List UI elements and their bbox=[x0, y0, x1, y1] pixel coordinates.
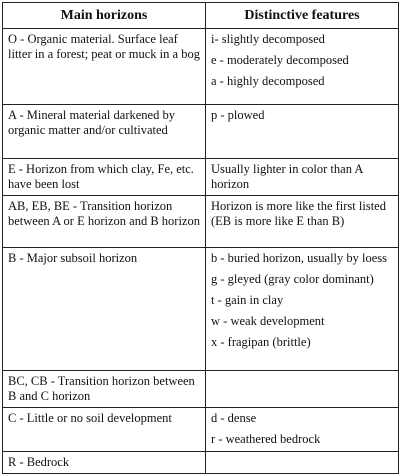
table-row bbox=[3, 159, 399, 196]
features-cell bbox=[206, 248, 399, 371]
horizon-cell: R - Bedrock bbox=[3, 452, 206, 474]
features-cell bbox=[206, 29, 399, 105]
header-distinctive-features: Distinctive features bbox=[206, 3, 399, 29]
feature-item: a - highly decomposed bbox=[211, 74, 325, 88]
feature-item: p - plowed bbox=[211, 108, 265, 122]
features-cell bbox=[206, 105, 399, 159]
feature-item: x - fragipan (brittle) bbox=[211, 335, 311, 349]
feature-item: b - buried horizon, usually by loess bbox=[211, 251, 388, 265]
feature-item: w - weak development bbox=[211, 314, 325, 328]
table-row bbox=[3, 248, 399, 371]
table-row bbox=[3, 408, 399, 452]
table-row bbox=[3, 452, 399, 474]
feature-item: d - dense bbox=[211, 411, 257, 425]
table-row bbox=[3, 371, 399, 408]
feature-item: r - weathered bedrock bbox=[211, 432, 321, 446]
feature-item: Horizon is more like the first listed (EB is more like E than B) bbox=[211, 199, 386, 228]
feature-item: e - moderately decomposed bbox=[211, 53, 349, 67]
features-cell bbox=[206, 371, 399, 408]
feature-item: g - gleyed (gray color dominant) bbox=[211, 272, 374, 286]
horizon-cell: C - Little or no soil development bbox=[3, 408, 206, 452]
features-cell bbox=[206, 159, 399, 196]
header-main-horizons: Main horizons bbox=[3, 3, 206, 29]
features-cell bbox=[206, 196, 399, 248]
horizon-cell: E - Horizon from which clay, Fe, etc. have been lost bbox=[3, 159, 206, 196]
feature-item: i- slightly decomposed bbox=[211, 32, 325, 46]
features-cell bbox=[206, 452, 399, 474]
horizon-cell: BC, CB - Transition horizon between B and C horizon bbox=[3, 371, 206, 408]
table-row bbox=[3, 105, 399, 159]
horizon-cell: AB, EB, BE - Transition horizon between A or E horizon and B horizon bbox=[3, 196, 206, 248]
features-cell bbox=[206, 408, 399, 452]
header-row bbox=[3, 3, 399, 29]
table-row bbox=[3, 196, 399, 248]
feature-item: t - gain in clay bbox=[211, 293, 284, 307]
feature-item: Usually lighter in color than A horizon bbox=[211, 162, 363, 191]
horizon-cell: A - Mineral material darkened by organic matter and/or cultivated bbox=[3, 105, 206, 159]
horizon-cell: B - Major subsoil horizon bbox=[3, 248, 206, 371]
soil-horizons-table bbox=[2, 2, 399, 474]
table-row bbox=[3, 29, 399, 105]
horizon-cell: O - Organic material. Surface leaf litter in a forest; peat or muck in a bog bbox=[3, 29, 206, 105]
